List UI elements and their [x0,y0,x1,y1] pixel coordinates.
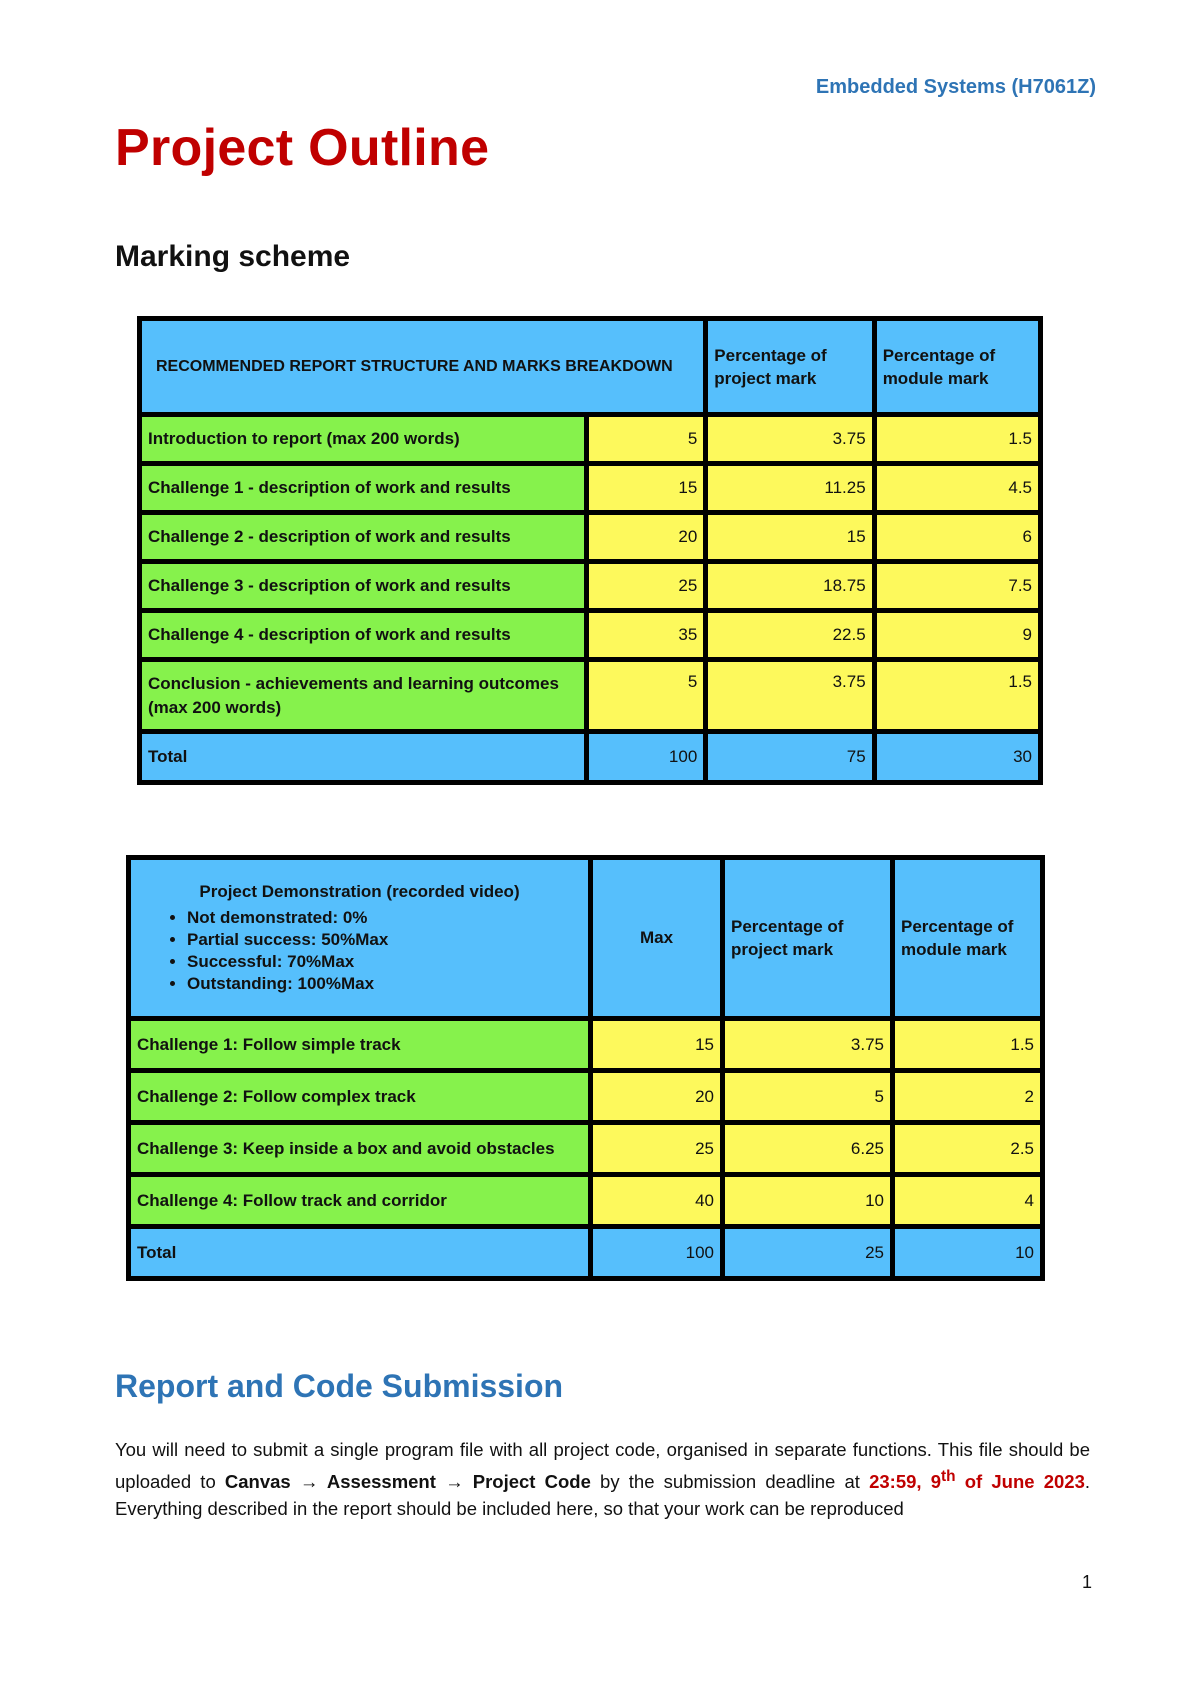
col-module-mark: Percentage of module mark [874,319,1040,415]
page-number: 1 [1081,1572,1092,1592]
total-module: 10 [893,1227,1043,1279]
demo-criteria-list [137,908,582,994]
row-project: 3.75 [706,415,874,464]
table-row [129,1175,1043,1227]
table-row [140,562,1041,611]
total-max: 100 [591,1227,723,1279]
row-max: 15 [591,1019,723,1071]
row-project: 5 [723,1071,893,1123]
canvas-path: Canvas [224,1471,291,1493]
list-item: • Successful: 70%Max [187,952,582,972]
row-label: Challenge 2 - description of work and results [140,513,587,562]
total-label: Total [129,1227,591,1279]
row-max: 40 [591,1175,723,1227]
section-subtitle: Marking scheme [115,240,351,273]
row-module: 2.5 [893,1123,1043,1175]
row-project: 10 [723,1175,893,1227]
row-max: 20 [591,1071,723,1123]
row-max: 5 [587,660,706,732]
para-text: by the submission deadline at [590,1471,870,1493]
deadline-sup: th [941,1468,956,1485]
total-max: 100 [587,732,706,783]
row-module: 6 [874,513,1040,562]
col-project-mark: Percentage of project mark [723,858,893,1019]
row-project: 11.25 [706,464,874,513]
page-title: Project Outline [115,119,490,177]
row-label: Challenge 2: Follow complex track [129,1071,591,1123]
row-label: Challenge 4: Follow track and corridor [129,1175,591,1227]
row-module: 2 [893,1071,1043,1123]
col-module-mark: Percentage of module mark [893,858,1043,1019]
list-item: • Not demonstrated: 0% [187,908,582,928]
row-max: 15 [587,464,706,513]
arrow-icon: → [290,1471,327,1493]
row-module: 1.5 [874,660,1040,732]
table-row [140,660,1041,732]
total-project: 25 [723,1227,893,1279]
demo-heading-cell [129,858,591,1019]
row-label: Challenge 4 - description of work and results [140,611,587,660]
total-project: 75 [706,732,874,783]
total-module: 30 [874,732,1040,783]
demo-heading: Project Demonstration (recorded video) [199,882,520,901]
table-row [140,611,1041,660]
row-max: 35 [587,611,706,660]
table-row [129,1019,1043,1071]
row-module: 7.5 [874,562,1040,611]
table-row [140,415,1041,464]
project-code-path: Project Code [472,1471,591,1493]
para-text: . Everything described in the report should be included here, so that your work can be reproduced [115,1471,1091,1520]
table-total-row [129,1227,1043,1279]
row-label: Introduction to report (max 200 words) [140,415,587,464]
report-table-heading: RECOMMENDED REPORT STRUCTURE AND MARKS BREAKDOWN [140,319,706,415]
row-max: 5 [587,415,706,464]
total-label: Total [140,732,587,783]
row-project: 3.75 [706,660,874,732]
col-max: Max [591,858,723,1019]
row-project: 6.25 [723,1123,893,1175]
para-text: You will need to submit a single program file with all project code, organised in separate functions. This file should be uploaded to [115,1439,1090,1493]
course-header: Embedded Systems (H7061Z) [815,76,1096,98]
row-max: 25 [587,562,706,611]
table-row [129,1071,1043,1123]
row-project: 15 [706,513,874,562]
submission-paragraph [115,1436,1090,1522]
row-module: 4 [893,1175,1043,1227]
row-module: 9 [874,611,1040,660]
table-total-row [140,732,1041,783]
row-label: Challenge 3 - description of work and results [140,562,587,611]
row-label: Conclusion - achievements and learning outcomes (max 200 words) [140,660,587,732]
demonstration-marks-table [126,855,1045,1281]
list-item: • Outstanding: 100%Max [187,974,582,994]
row-label: Challenge 3: Keep inside a box and avoid obstacles [129,1123,591,1175]
deadline-date: of June 2023 [955,1471,1085,1493]
row-module: 1.5 [893,1019,1043,1071]
row-max: 20 [587,513,706,562]
row-project: 3.75 [723,1019,893,1071]
row-module: 1.5 [874,415,1040,464]
row-label: Challenge 1: Follow simple track [129,1019,591,1071]
row-project: 22.5 [706,611,874,660]
table-row [140,513,1041,562]
table-row [129,1123,1043,1175]
row-label: Challenge 1 - description of work and results [140,464,587,513]
col-project-mark: Percentage of project mark [706,319,874,415]
table-row [140,464,1041,513]
report-marks-table [137,316,1043,785]
submission-heading: Report and Code Submission [115,1368,564,1404]
row-module: 4.5 [874,464,1040,513]
list-item: • Partial success: 50%Max [187,930,582,950]
row-project: 18.75 [706,562,874,611]
row-max: 25 [591,1123,723,1175]
deadline-time: 23:59, 9 [869,1471,942,1493]
arrow-icon: → [435,1471,473,1493]
assessment-path: Assessment [326,1471,436,1493]
